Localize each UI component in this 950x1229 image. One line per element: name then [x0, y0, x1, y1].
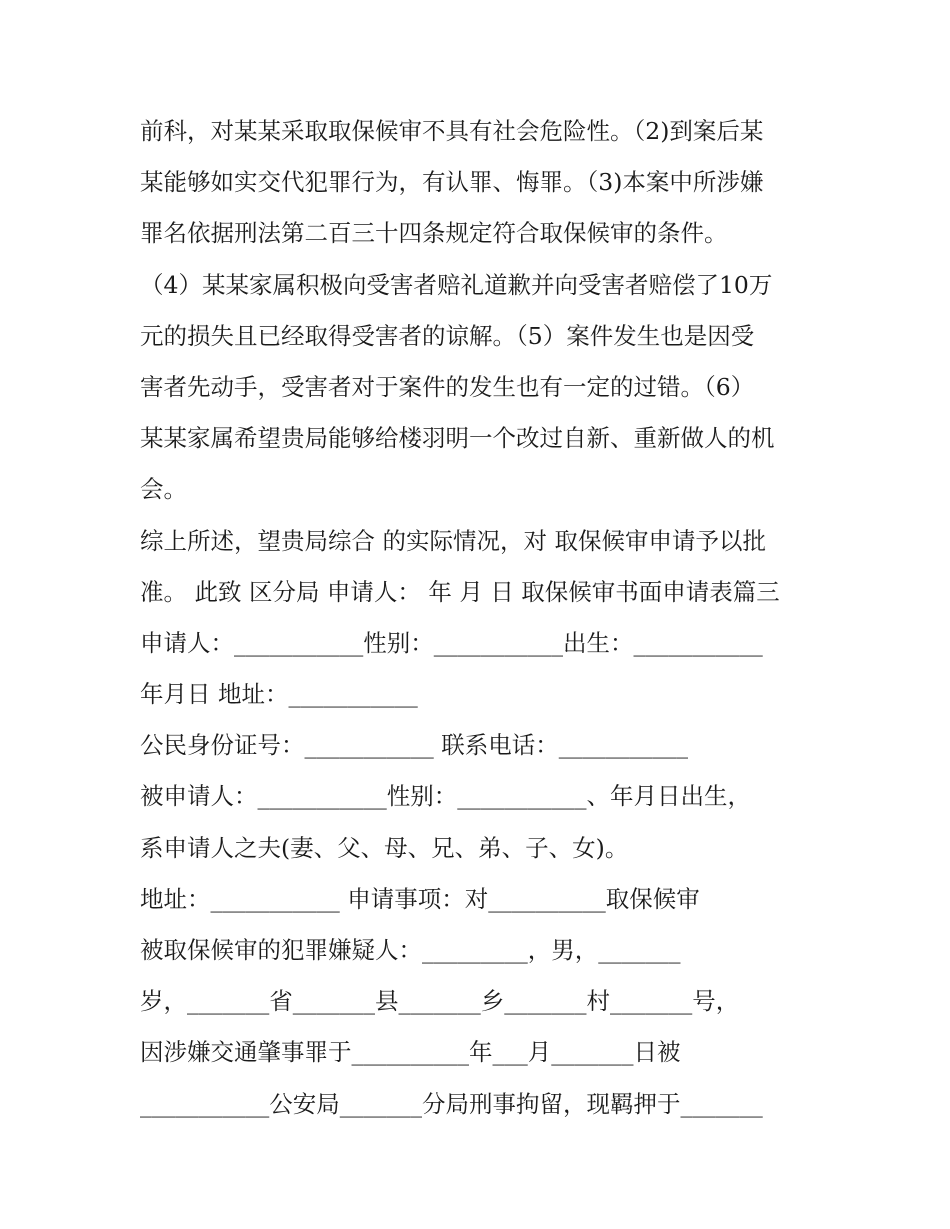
form-line-id-phone: 公民身份证号：___________ 联系电话：___________: [140, 731, 688, 760]
text-line: 会。: [140, 475, 187, 504]
form-line-detention: ___________公安局_______分局刑事拘留，现羁押于_______: [140, 1089, 763, 1118]
form-line-suspect: 被取保候审的犯罪嫌疑人：_________，男，_______: [140, 936, 681, 964]
form-line-residence: 岁，_______省_______县_______乡_______村_______号，: [140, 987, 740, 1016]
text-line: 综上所述，望贵局综合 的实际情况，对 取保候审申请予以批: [140, 526, 766, 555]
form-line-address: 年月日 地址：___________: [140, 680, 418, 709]
document-body: [140, 106, 820, 1130]
text-line: （4）某某家属积极向受害者赔礼道歉并向受害者赔偿了10万: [140, 270, 773, 299]
form-line-request: 地址：___________ 申请事项：对__________取保候审: [140, 884, 700, 913]
text-line: 某某家属希望贵局能够给楼羽明一个改过自新、重新做人的机: [140, 424, 775, 453]
form-line-respondent: 被申请人：___________性别：___________、年月日出生，: [140, 782, 751, 811]
text-line: 罪名依据刑法第二百三十四条规定符合取保候审的条件。: [140, 219, 728, 248]
text-line: 前科，对某某采取取保候审不具有社会危险性。（2)到案后某: [140, 117, 764, 145]
text-line: 某能够如实交代犯罪行为，有认罪、悔罪。（3)本案中所涉嫌: [140, 168, 764, 197]
text-line: 害者先动手，受害者对于案件的发生也有一定的过错。（6）: [140, 372, 755, 401]
form-line-offense-date: 因涉嫌交通肇事罪于__________年___月_______日被: [140, 1038, 681, 1067]
text-line: 准。 此致 区分局 申请人： 年 月 日 取保候审书面申请表篇三: [140, 577, 780, 606]
form-line-applicant: 申请人：___________性别：___________出生：___________: [140, 628, 763, 657]
form-line-relation: 系申请人之夫(妻、父、母、兄、弟、子、女)。: [140, 833, 629, 862]
text-line: 元的损失且已经取得受害者的谅解。（5）案件发生也是因受: [140, 321, 755, 350]
